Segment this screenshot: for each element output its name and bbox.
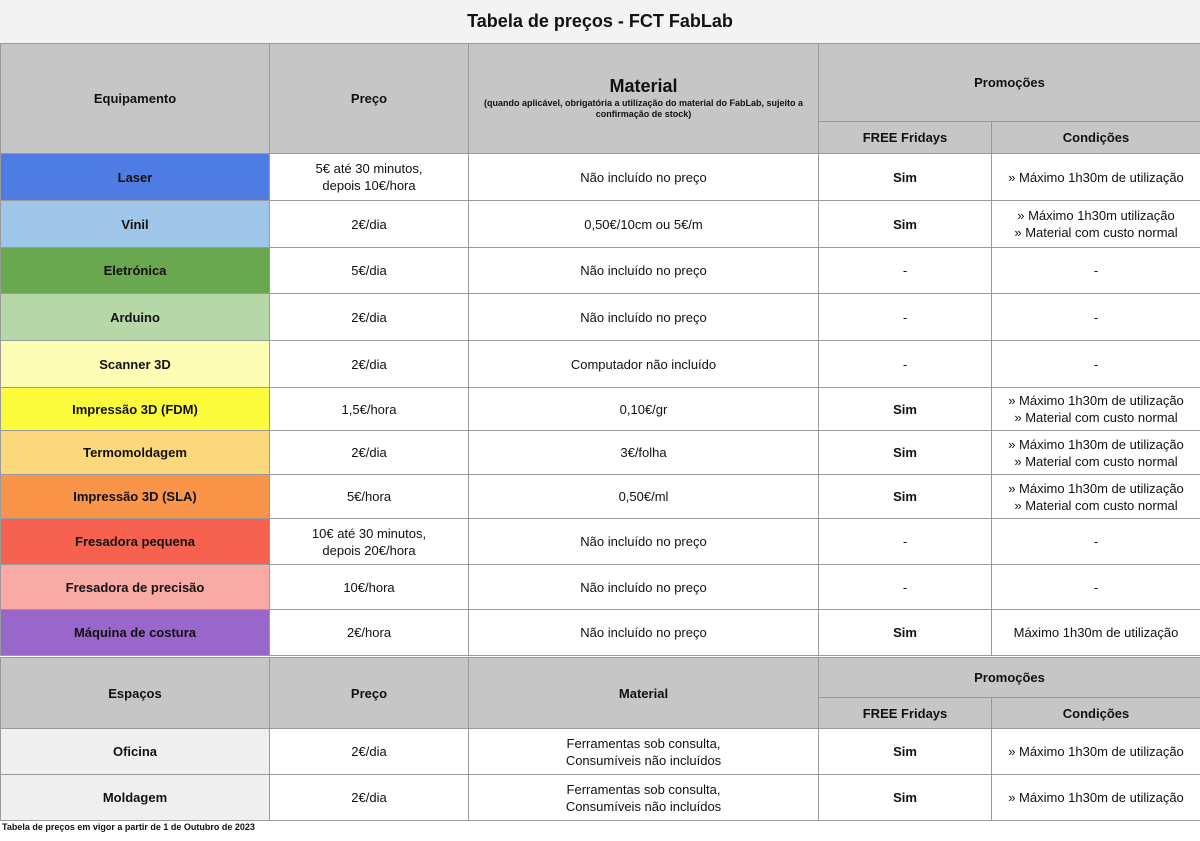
header-promotions: Promoções <box>819 44 1200 122</box>
row-price <box>270 610 469 656</box>
row-conditions-line: » Material com custo normal <box>1014 497 1178 513</box>
header-equipment: Equipamento <box>1 44 270 154</box>
row-conditions-line: » Material com custo normal <box>1014 453 1178 469</box>
table-row <box>1 201 1200 248</box>
row-material: Não incluído no preço <box>469 294 819 341</box>
row-conditions-line: » Máximo 1h30m de utilização <box>1008 436 1184 452</box>
row-price-line: 2€/dia <box>351 309 387 325</box>
row-material: 0,50€/10cm ou 5€/m <box>469 201 819 248</box>
row-free-fridays: Sim <box>819 154 992 201</box>
row-free-fridays: Sim <box>819 729 992 775</box>
row-price <box>270 201 469 248</box>
row-free-fridays: - <box>819 248 992 294</box>
row-free-fridays: Sim <box>819 610 992 656</box>
row-name: Impressão 3D (SLA) <box>1 475 270 519</box>
row-material-line: Ferramentas sob consulta, <box>566 735 721 751</box>
header-spaces-conditions: Condições <box>992 698 1200 729</box>
row-name: Moldagem <box>1 775 270 821</box>
row-free-fridays: Sim <box>819 431 992 475</box>
row-name: Eletrónica <box>1 248 270 294</box>
header-spaces-price: Preço <box>270 658 469 729</box>
row-conditions-line: » Material com custo normal <box>1014 410 1178 425</box>
row-price-line: 2€/dia <box>351 445 387 460</box>
header-price: Preço <box>270 44 469 154</box>
row-material: Não incluído no preço <box>469 565 819 610</box>
row-free-fridays: Sim <box>819 775 992 821</box>
row-conditions <box>992 610 1200 656</box>
row-name: Termomoldagem <box>1 431 270 475</box>
table-row <box>1 154 1200 201</box>
row-conditions-line: - <box>1093 309 1099 325</box>
row-conditions-line: » Máximo 1h30m utilização <box>1017 208 1175 223</box>
row-price-line: 2€/hora <box>346 625 392 640</box>
row-price-line: 2€/dia <box>351 216 387 232</box>
row-conditions-line: - <box>1093 356 1099 372</box>
page-title: Tabela de preços - FCT FabLab <box>0 0 1200 44</box>
header-material <box>469 44 819 154</box>
row-conditions-line: » Máximo 1h30m de utilização <box>1008 790 1184 805</box>
row-price <box>270 388 469 431</box>
row-price-line: 2€/dia <box>351 790 387 805</box>
row-name: Vinil <box>1 201 270 248</box>
row-price-line: 5€/hora <box>346 489 392 504</box>
header-spaces: Espaços <box>1 658 270 729</box>
row-material-line: Consumíveis não incluídos <box>565 752 722 768</box>
row-name: Oficina <box>1 729 270 775</box>
row-conditions-line: - <box>1093 263 1099 278</box>
row-price <box>270 341 469 388</box>
row-free-fridays: Sim <box>819 388 992 431</box>
row-conditions <box>992 475 1200 519</box>
table-row <box>1 565 1200 610</box>
row-conditions <box>992 248 1200 294</box>
row-material-line: Consumíveis não incluídos <box>565 798 722 814</box>
row-conditions <box>992 294 1200 341</box>
row-free-fridays: - <box>819 294 992 341</box>
row-conditions-line: - <box>1093 534 1099 549</box>
row-price <box>270 154 469 201</box>
row-conditions <box>992 341 1200 388</box>
header-material-note: (quando aplicável, obrigatória a utilização do material do FabLab, sujeito a confirmação de stock) <box>483 97 804 119</box>
row-price-line: 10€ até 30 minutos, <box>311 525 427 541</box>
table-row <box>1 341 1200 388</box>
row-free-fridays: Sim <box>819 201 992 248</box>
header-spaces-promotions: Promoções <box>819 658 1200 698</box>
row-price <box>270 775 469 821</box>
row-conditions-line: » Máximo 1h30m de utilização <box>1008 393 1184 408</box>
row-price <box>270 475 469 519</box>
table-row <box>1 388 1200 431</box>
header-spaces-free-fridays: FREE Fridays <box>819 698 992 729</box>
row-price <box>270 248 469 294</box>
row-material <box>469 729 819 775</box>
row-conditions <box>992 729 1200 775</box>
row-price <box>270 519 469 565</box>
row-name: Impressão 3D (FDM) <box>1 388 270 431</box>
row-conditions <box>992 388 1200 431</box>
row-conditions-line: » Máximo 1h30m de utilização <box>1008 744 1184 759</box>
row-price <box>270 729 469 775</box>
row-conditions-line: » Material com custo normal <box>1014 225 1178 240</box>
row-free-fridays: Sim <box>819 475 992 519</box>
row-conditions <box>992 775 1200 821</box>
row-conditions <box>992 565 1200 610</box>
row-conditions-line: » Máximo 1h30m de utilização <box>1008 169 1184 185</box>
table-row <box>1 431 1200 475</box>
header-spaces-material: Material <box>469 658 819 729</box>
row-conditions-line: - <box>1093 579 1099 595</box>
row-material-line: Ferramentas sob consulta, <box>566 781 721 797</box>
row-conditions <box>992 519 1200 565</box>
footer-note: Tabela de preços em vigor a partir de 1 de Outubro de 2023 <box>2 822 255 832</box>
header-material-label: Material <box>609 75 678 96</box>
row-material: 3€/folha <box>469 431 819 475</box>
row-price-line: depois 20€/hora <box>322 542 416 558</box>
row-name: Laser <box>1 154 270 201</box>
row-material: Não incluído no preço <box>469 519 819 565</box>
row-name: Fresadora de precisão <box>1 565 270 610</box>
row-conditions-line: Máximo 1h30m de utilização <box>1013 625 1179 640</box>
spaces-table <box>0 657 1200 821</box>
row-price-line: 5€ até 30 minutos, <box>315 161 423 176</box>
row-price <box>270 294 469 341</box>
table-row <box>1 775 1200 821</box>
row-price <box>270 565 469 610</box>
row-material: Computador não incluído <box>469 341 819 388</box>
row-name: Arduino <box>1 294 270 341</box>
row-price-line: 5€/dia <box>351 263 387 278</box>
row-material <box>469 775 819 821</box>
row-free-fridays: - <box>819 565 992 610</box>
row-conditions <box>992 154 1200 201</box>
table-row <box>1 294 1200 341</box>
row-conditions-line: » Máximo 1h30m de utilização <box>1008 480 1184 496</box>
header-conditions: Condições <box>992 122 1200 154</box>
equipment-table <box>0 43 1200 656</box>
row-price-line: 2€/dia <box>351 356 387 372</box>
row-material: 0,10€/gr <box>469 388 819 431</box>
row-free-fridays: - <box>819 519 992 565</box>
row-price <box>270 431 469 475</box>
row-price-line: 1,5€/hora <box>341 401 397 417</box>
table-row <box>1 248 1200 294</box>
row-price-line: 10€/hora <box>343 579 395 595</box>
table-row <box>1 610 1200 656</box>
row-name: Scanner 3D <box>1 341 270 388</box>
row-material: Não incluído no preço <box>469 154 819 201</box>
row-name: Fresadora pequena <box>1 519 270 565</box>
row-price-line: 2€/dia <box>351 744 387 759</box>
row-free-fridays: - <box>819 341 992 388</box>
row-conditions <box>992 201 1200 248</box>
table-row <box>1 729 1200 775</box>
row-material: 0,50€/ml <box>469 475 819 519</box>
row-price-line: depois 10€/hora <box>322 178 416 193</box>
row-material: Não incluído no preço <box>469 248 819 294</box>
row-material: Não incluído no preço <box>469 610 819 656</box>
header-free-fridays: FREE Fridays <box>819 122 992 154</box>
table-row <box>1 475 1200 519</box>
row-name: Máquina de costura <box>1 610 270 656</box>
table-row <box>1 519 1200 565</box>
row-conditions <box>992 431 1200 475</box>
